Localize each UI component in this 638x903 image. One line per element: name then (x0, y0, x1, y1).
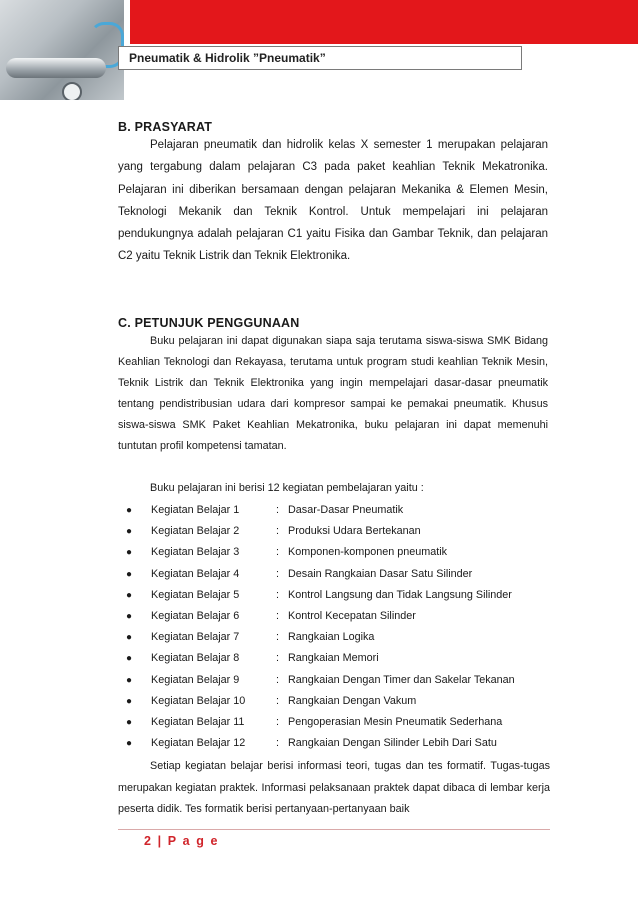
list-item (118, 606, 558, 627)
activity-list (118, 500, 558, 754)
bullet-icon: ● (126, 568, 133, 580)
separator: : (276, 652, 279, 665)
activity-name: Kegiatan Belajar 5 (151, 588, 240, 601)
separator: : (276, 588, 279, 601)
activity-desc: Kontrol Langsung dan Tidak Langsung Silinder (288, 588, 512, 601)
cylinder-graphic (6, 58, 106, 78)
list-intro: Buku pelajaran ini berisi 12 kegiatan pembelajaran yaitu : (150, 482, 424, 494)
list-item (118, 500, 558, 521)
activity-name: Kegiatan Belajar 6 (151, 609, 240, 622)
list-item (118, 521, 558, 542)
list-item (118, 712, 558, 733)
list-item (118, 585, 558, 606)
activity-name: Kegiatan Belajar 3 (151, 546, 240, 559)
activity-name: Kegiatan Belajar 11 (151, 715, 245, 728)
list-item (118, 648, 558, 669)
separator: : (276, 525, 279, 538)
separator: : (276, 504, 279, 516)
section-heading: C. PETUNJUK PENGGUNAAN (118, 316, 300, 330)
bullet-icon: ● (126, 674, 133, 686)
document-title: Pneumatik & Hidrolik ”Pneumatik” (129, 51, 326, 65)
activity-desc: Desain Rangkaian Dasar Satu Silinder (288, 567, 473, 580)
page-number: 2 | P a g e (144, 834, 220, 848)
list-item (118, 733, 558, 754)
section-petunjuk (118, 316, 548, 457)
activity-desc: Dasar-Dasar Pneumatik (288, 504, 404, 516)
separator: : (276, 567, 279, 580)
bullet-icon: ● (126, 632, 133, 644)
activity-desc: Produksi Udara Bertekanan (288, 525, 421, 538)
gauge-icon (62, 82, 82, 102)
footer-divider (118, 829, 550, 830)
separator: : (276, 609, 279, 622)
activity-desc: Kontrol Kecepatan Silinder (288, 609, 416, 622)
activity-name: Kegiatan Belajar 2 (151, 525, 240, 538)
activity-desc: Rangkaian Dengan Vakum (288, 694, 417, 707)
section-prasyarat (118, 120, 548, 268)
header-photo (0, 0, 124, 112)
section-paragraph: Buku pelajaran ini dapat digunakan siapa saja terutama siswa-siswa SMK Bidang Keahlian Teknologi dan Rekayasa, terutama untuk program studi keahlian Teknik Mesin, Teknik Listrik dan Teknik Elektronika yang ingin mempelajari dasar-dasar pneumatik tentang pendistribusian udara dari kompresor sampai ke pemakai pneumatik. Khusus siswa-siswa SMK Paket Keahlian Mekatronika, buku pelajaran ini dapat memenuhi tuntutan profil kompetensi tamatan. (118, 335, 548, 452)
activity-desc: Rangkaian Dengan Timer dan Sakelar Tekanan (288, 673, 515, 686)
list-item (118, 542, 558, 563)
activity-name: Kegiatan Belajar 7 (151, 631, 240, 644)
bullet-icon: ● (126, 716, 133, 728)
section-heading: B. PRASYARAT (118, 120, 213, 134)
separator: : (276, 737, 279, 750)
separator: : (276, 546, 279, 559)
activity-desc: Pengoperasian Mesin Pneumatik Sederhana (288, 715, 503, 728)
activity-name: Kegiatan Belajar 12 (151, 737, 246, 750)
activity-desc: Komponen-komponen pneumatik (288, 546, 448, 559)
separator: : (276, 694, 279, 707)
activity-desc: Rangkaian Dengan Silinder Lebih Dari Satu (288, 737, 497, 750)
bullet-icon: ● (126, 738, 133, 750)
activity-name: Kegiatan Belajar 4 (151, 567, 240, 580)
activity-desc: Rangkaian Memori (288, 652, 379, 665)
bullet-icon: ● (126, 695, 133, 707)
list-item (118, 564, 558, 585)
list-item (118, 670, 558, 691)
separator: : (276, 673, 279, 686)
bullet-icon: ● (126, 505, 133, 516)
separator: : (276, 715, 279, 728)
header-title-box (118, 46, 522, 70)
list-item (118, 691, 558, 712)
bullet-icon: ● (126, 653, 133, 665)
closing-paragraph: Setiap kegiatan belajar berisi informasi teori, tugas dan tes formatif. Tugas-tugas merupakan kegiatan praktek. Informasi pelaksanaan praktek dapat dibaca di lembar kerja peserta didik. Tes formatik berisi pertanyaan-pertanyaan baik (118, 760, 550, 815)
section-paragraph: Pelajaran pneumatik dan hidrolik kelas X semester 1 merupakan pelajaran yang tergabung dalam pelajaran C3 pada paket keahlian Teknik Mekatronika. Pelajaran ini diberikan bersamaan dengan pelajaran Mekanika & Elemen Mesin, Teknologi Mekanik dan Teknik Kontrol. Untuk mempelajari ini pelajaran pendukungnya adalah pelajaran C1 yaitu Fisika dan Gambar Teknik, dan pelajaran C2 yaitu Teknik Listrik dan Teknik Elektronika. (118, 139, 548, 263)
header-white-area (130, 72, 638, 112)
activity-name: Kegiatan Belajar 8 (151, 652, 240, 665)
separator: : (276, 631, 279, 644)
bullet-icon: ● (126, 547, 133, 559)
closing-section (118, 756, 550, 821)
bullet-icon: ● (126, 610, 133, 622)
activity-desc: Rangkaian Logika (288, 631, 375, 644)
header-photo-gap (0, 100, 124, 112)
header-red-band (124, 0, 638, 44)
list-item (118, 627, 558, 648)
bullet-icon: ● (126, 589, 133, 601)
activity-name: Kegiatan Belajar 9 (151, 673, 240, 686)
activity-name: Kegiatan Belajar 10 (151, 694, 246, 707)
bullet-icon: ● (126, 526, 133, 538)
activity-name: Kegiatan Belajar 1 (151, 504, 240, 516)
